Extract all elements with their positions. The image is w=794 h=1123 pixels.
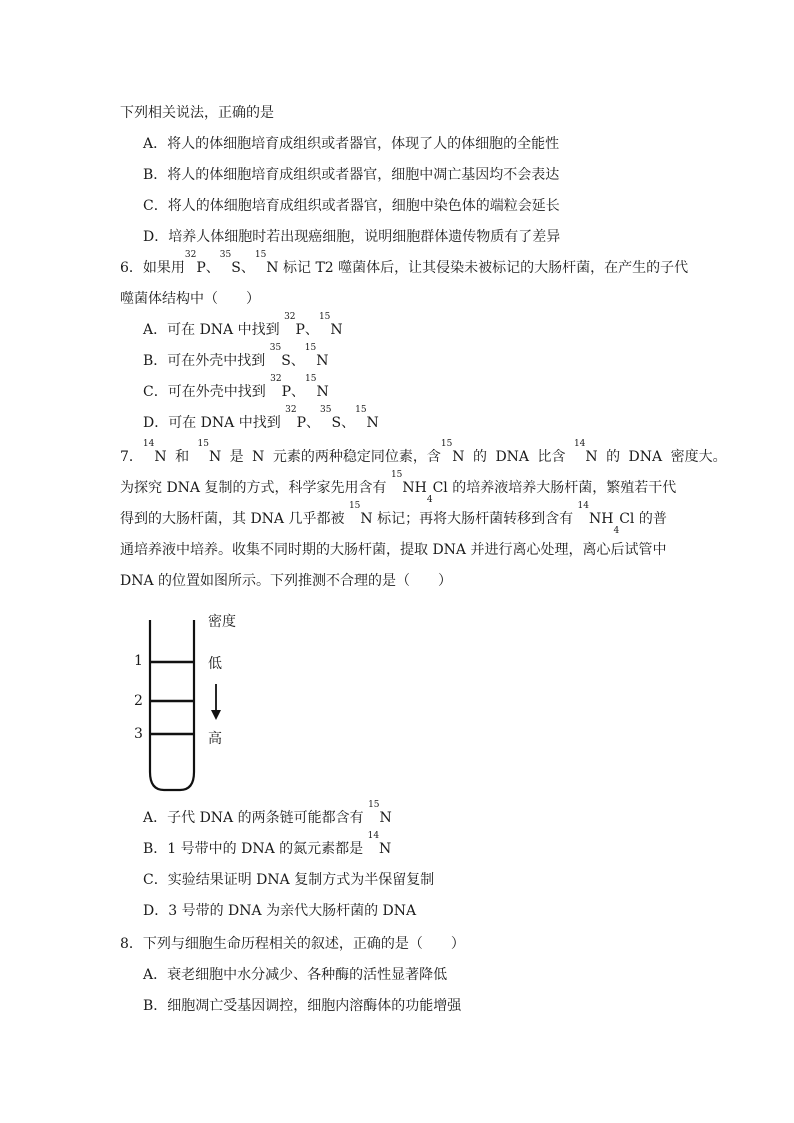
q5-option-d[interactable]: D．培养人体细胞时若出现癌细胞，说明细胞群体遗传物质有了差异 <box>143 229 561 245</box>
density-arrow-head-icon <box>211 710 221 720</box>
question-7-stem-line3: 得到的大肠杆菌，其 DNA 几乎都被 $^{15}$N 标记；再将大肠杆菌转移到含有 $^{14}NH_4Cl$ 的普 <box>120 501 667 536</box>
centrifuge-tube-diagram <box>120 612 260 797</box>
question-7-stem-line4: 通培养液中培养。收集不同时期的大肠杆菌，提取 DNA 并进行离心处理，离心后试管中 <box>120 542 667 558</box>
question-6-stem-line2: 噬菌体结构中（ ） <box>120 291 260 307</box>
question-8-stem: 8．下列与细胞生命历程相关的叙述，正确的是（ ） <box>120 936 465 952</box>
q6-option-d[interactable]: D．可在 DNA 中找到 $^{32}$P、$^{35}$S、$^{15}$N <box>143 405 379 431</box>
q7-option-d[interactable]: D．3 号带的 DNA 为亲代大肠杆菌的 DNA <box>143 903 417 919</box>
low-density-label: 低 <box>208 656 222 672</box>
q8-option-a[interactable]: A．衰老细胞中水分减少、各种酶的活性显著降低 <box>143 967 448 983</box>
q5-option-a[interactable]: A．将人的体细胞培育成组织或者器官，体现了人的体细胞的全能性 <box>143 136 560 152</box>
q7-option-c[interactable]: C．实验结果证明 DNA 复制方式为半保留复制 <box>143 872 435 888</box>
question-5-intro: 下列相关说法，正确的是 <box>120 105 274 121</box>
q6-option-b[interactable]: B．可在外壳中找到 $^{35}$S、$^{15}$N <box>143 343 329 369</box>
q5-option-c[interactable]: C．将人的体细胞培育成组织或者器官，细胞中染色体的端粒会延长 <box>143 198 560 214</box>
q7-option-a[interactable]: A．子代 DNA 的两条链可能都含有 $^{15}$N <box>143 800 392 826</box>
question-7-stem-line2: 为探究 DNA 复制的方式，科学家先用含有 $^{15}NH_4Cl$ 的培养液培养大肠杆菌，繁殖若干代 <box>120 470 677 505</box>
tube-outline <box>150 620 194 790</box>
density-label: 密度 <box>208 614 236 630</box>
question-6-stem-line1: 6．如果用$^{32}$P、$^{35}$S、$^{15}$N 标记 T2 噬菌体后，让其侵染未被标记的大肠杆菌，在产生的子代 <box>120 250 689 276</box>
question-7-stem-line1: 7．$^{14}$N 和 $^{15}$N 是 N 元素的两种稳定同位素，含$^{15}$N 的 DNA 比含 $^{14}$N 的 DNA 密度大。 <box>120 439 727 465</box>
high-density-label: 高 <box>208 731 222 747</box>
band-3-label: 3 <box>134 726 143 742</box>
band-2-label: 2 <box>134 693 143 709</box>
q8-option-b[interactable]: B．细胞凋亡受基因调控，细胞内溶酶体的功能增强 <box>143 998 462 1014</box>
q6-option-a[interactable]: A．可在 DNA 中找到 $^{32}$P、$^{15}$N <box>143 312 343 338</box>
band-1-label: 1 <box>134 653 143 669</box>
q5-option-b[interactable]: B．将人的体细胞培育成组织或者器官，细胞中凋亡基因均不会表达 <box>143 167 560 183</box>
q7-option-b[interactable]: B．1 号带中的 DNA 的氮元素都是 $^{14}$N <box>143 831 392 857</box>
q6-option-c[interactable]: C．可在外壳中找到 $^{32}$P、$^{15}$N <box>143 374 329 400</box>
question-7-stem-line5: DNA 的位置如图所示。下列推测不合理的是（ ） <box>120 573 453 589</box>
